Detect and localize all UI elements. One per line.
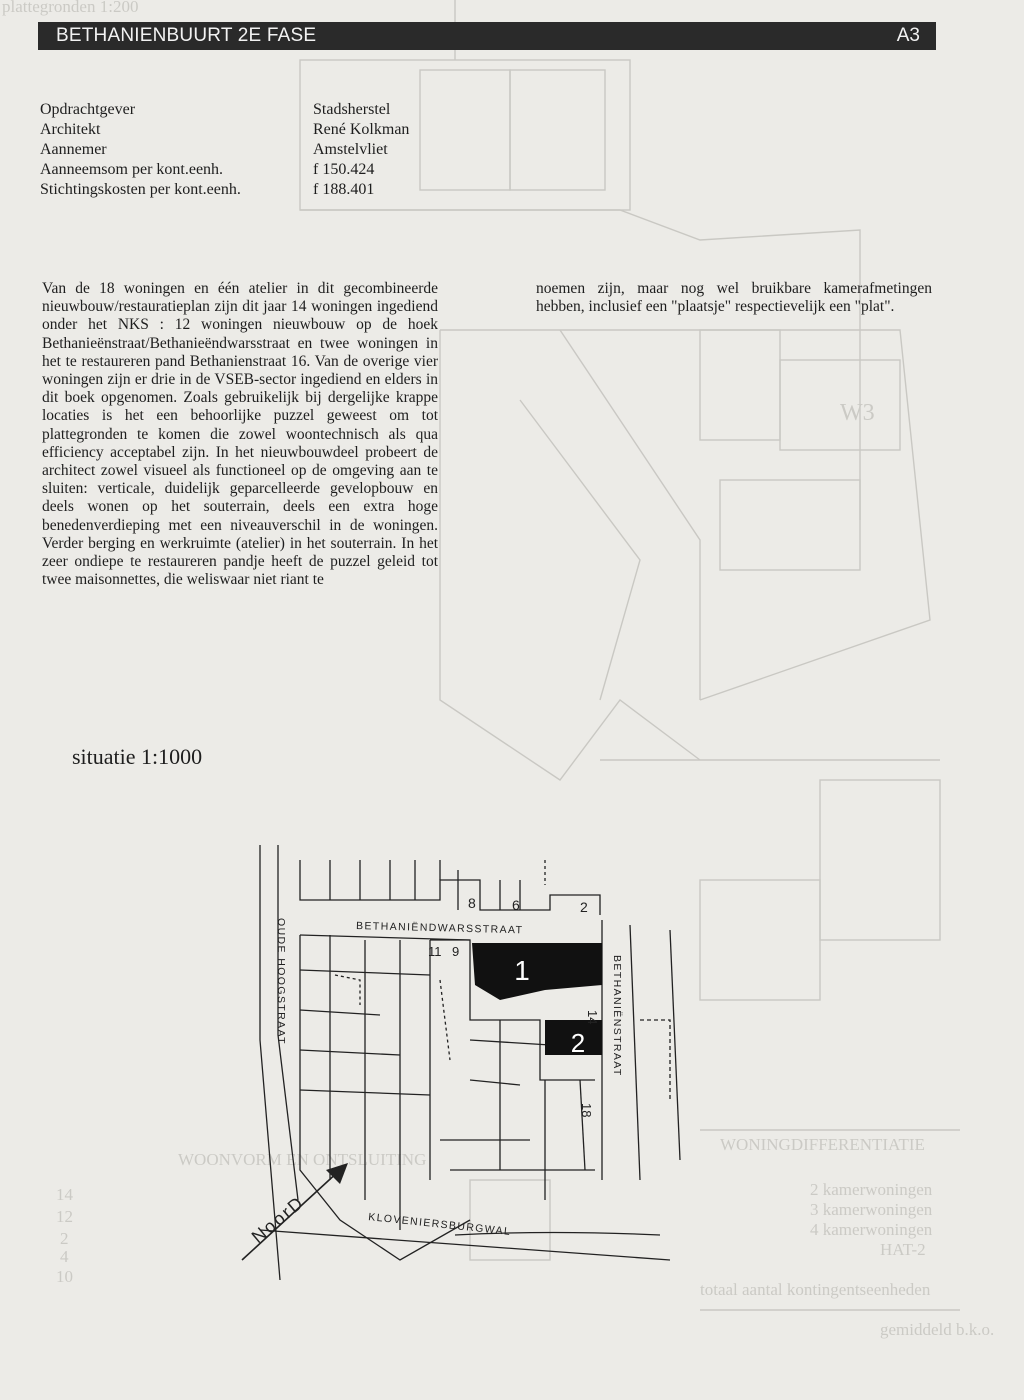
info-value: f 150.424 [313, 161, 375, 178]
house-number: 8 [468, 895, 476, 911]
info-row [40, 100, 460, 120]
project-info [40, 100, 460, 200]
info-row [40, 120, 460, 140]
svg-text:W3: W3 [840, 400, 875, 426]
situation-map [200, 840, 700, 1280]
svg-text:HAT-2: HAT-2 [880, 1240, 926, 1259]
site-label-1: 1 [514, 955, 530, 986]
ghost-text-plattegronden: plattegronden 1:200 [2, 0, 139, 16]
house-number: 11 [428, 944, 442, 959]
svg-text:3 kamerwoningen: 3 kamerwoningen [810, 1200, 933, 1219]
svg-text:4: 4 [60, 1247, 69, 1266]
svg-text:totaal aantal kontingentseenhe: totaal aantal kontingentseenheden [700, 1280, 931, 1299]
house-number: 18 [579, 1103, 594, 1118]
info-label: Architekt [40, 121, 101, 138]
page-number: A3 [896, 25, 920, 46]
street-label-bethaniendwarsstraat: BETHANIËNDWARSSTRAAT [355, 920, 524, 937]
info-label: Aanneemsom per kont.eenh. [40, 161, 224, 178]
body-text-column-1: Van de 18 woningen en één atelier in dit gecombineerde nieuwbouw/restauratieplan zijn dit jaar 14 woningen ingediend onder het NKS : 12 woningen nieuwbouw op de hoek Bethanieënstraat/Bethanieëndwarsstraat en twee woningen in het te restaureren pand Bethanienstraat 16. Van de overige vier woningen zijn er drie in de VSEB-sector ingediend en elders in dit boek opgenomen. Zoals gebruikelijk bij dergelijke krappe locaties is het een behoorlijke puzzel geweest om tot plattegronden te komen die zowel woontechnisch als qua efficiency acceptabel zijn. In het nieuwbouwdeel probeert de architect zowel visueel als functioneel op de omgeving aan te sluiten: verticale, duidelijk geparcelleerde gevelopbouw en deels wonen op het souterrain, deels een extra hoge benedenverdieping met een niveauverschil in de woningen. Verder berging en werkruimte (atelier) in het souterrain. In het zeer ondiepe te restaureren pandje heeft de puzzel geleid tot twee maisonnettes, die weliswaar niet riant te [42, 280, 438, 589]
info-value: f 188.401 [313, 181, 375, 198]
street-label-bethanienstraat: BETHANIËNSTRAAT [611, 955, 623, 1077]
site-label-2: 2 [570, 1028, 586, 1058]
info-value: Stadsherstel [313, 101, 391, 118]
situation-caption: situatie 1:1000 [72, 744, 203, 769]
svg-text:2: 2 [60, 1229, 69, 1248]
info-label: Stichtingskosten per kont.eenh. [40, 181, 241, 198]
info-row [40, 180, 460, 200]
plot-1-building [472, 943, 602, 1000]
info-value: Amstelvliet [313, 141, 388, 158]
svg-text:WONINGDIFFERENTIATIE: WONINGDIFFERENTIATIE [720, 1135, 925, 1154]
street-label-kloveniersburgwal: KLOVENIERSBURGWAL [367, 1211, 512, 1238]
house-number: 9 [452, 944, 460, 959]
svg-text:12: 12 [56, 1207, 73, 1226]
info-row [40, 140, 460, 160]
house-number: 14 [585, 1010, 600, 1025]
house-number: 2 [580, 899, 588, 915]
svg-text:4 kamerwoningen: 4 kamerwoningen [810, 1220, 933, 1239]
svg-text:10: 10 [56, 1267, 73, 1286]
north-label: NoorD [247, 1191, 309, 1248]
header-title: BETHANIENBUURT 2E FASE [56, 25, 317, 46]
svg-text:gemiddeld b.k.o.: gemiddeld b.k.o. [880, 1320, 995, 1339]
svg-text:WOONVORM EN ONTSLUITING: WOONVORM EN ONTSLUITING [178, 1150, 427, 1169]
svg-text:2 kamerwoningen: 2 kamerwoningen [810, 1180, 933, 1199]
header-bar [38, 22, 936, 50]
info-row [40, 160, 460, 180]
info-label: Opdrachtgever [40, 101, 136, 118]
svg-text:14: 14 [56, 1185, 73, 1204]
info-value: René Kolkman [313, 121, 410, 138]
street-label-oude-hoogstraat: OUDE HOOGSTRAAT [275, 918, 287, 1045]
body-text-column-2: noemen zijn, maar nog wel bruikbare kamerafmetingen hebben, inclusief een "plaatsje" respectievelijk een "plat". [536, 280, 932, 316]
info-label: Aannemer [40, 141, 107, 158]
house-number: 6 [512, 897, 520, 913]
